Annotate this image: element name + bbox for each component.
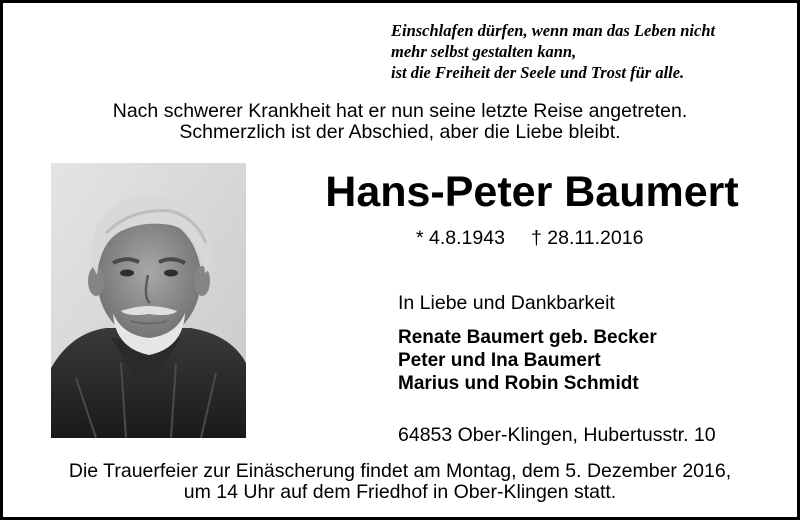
intro-line-1: Nach schwerer Krankheit hat er nun seine letzte Reise angetreten.: [112, 100, 688, 122]
deceased-name: Hans-Peter Baumert: [325, 168, 739, 216]
quote-block: [391, 20, 791, 83]
ceremony-info-line-2: um 14 Uhr auf dem Friedhof in Ober-Klingen statt.: [183, 481, 617, 503]
mourner-name: Marius und Robin Schmidt: [398, 373, 639, 394]
birth-date: * 4.8.1943: [416, 227, 505, 249]
quote-line: Einschlafen dürfen, wenn man das Leben nicht: [391, 21, 716, 40]
ceremony-info-line-1: Die Trauerfeier zur Einäscherung findet am Montag, dem 5. Dezember 2016,: [68, 460, 732, 482]
intro-line-2: Schmerzlich ist der Abschied, aber die Liebe bleibt.: [179, 121, 621, 143]
mourner-name: Peter und Ina Baumert: [398, 350, 601, 371]
death-date: † 28.11.2016: [531, 227, 644, 249]
greeting-line: In Liebe und Dankbarkeit: [398, 292, 615, 314]
quote-line: mehr selbst gestalten kann,: [391, 42, 577, 61]
quote-line: ist die Freiheit der Seele und Trost für alle.: [391, 63, 685, 82]
mourner-name: Renate Baumert geb. Becker: [398, 327, 657, 348]
portrait-photo: [51, 163, 246, 438]
address-line: 64853 Ober-Klingen, Hubertusstr. 10: [398, 424, 716, 446]
